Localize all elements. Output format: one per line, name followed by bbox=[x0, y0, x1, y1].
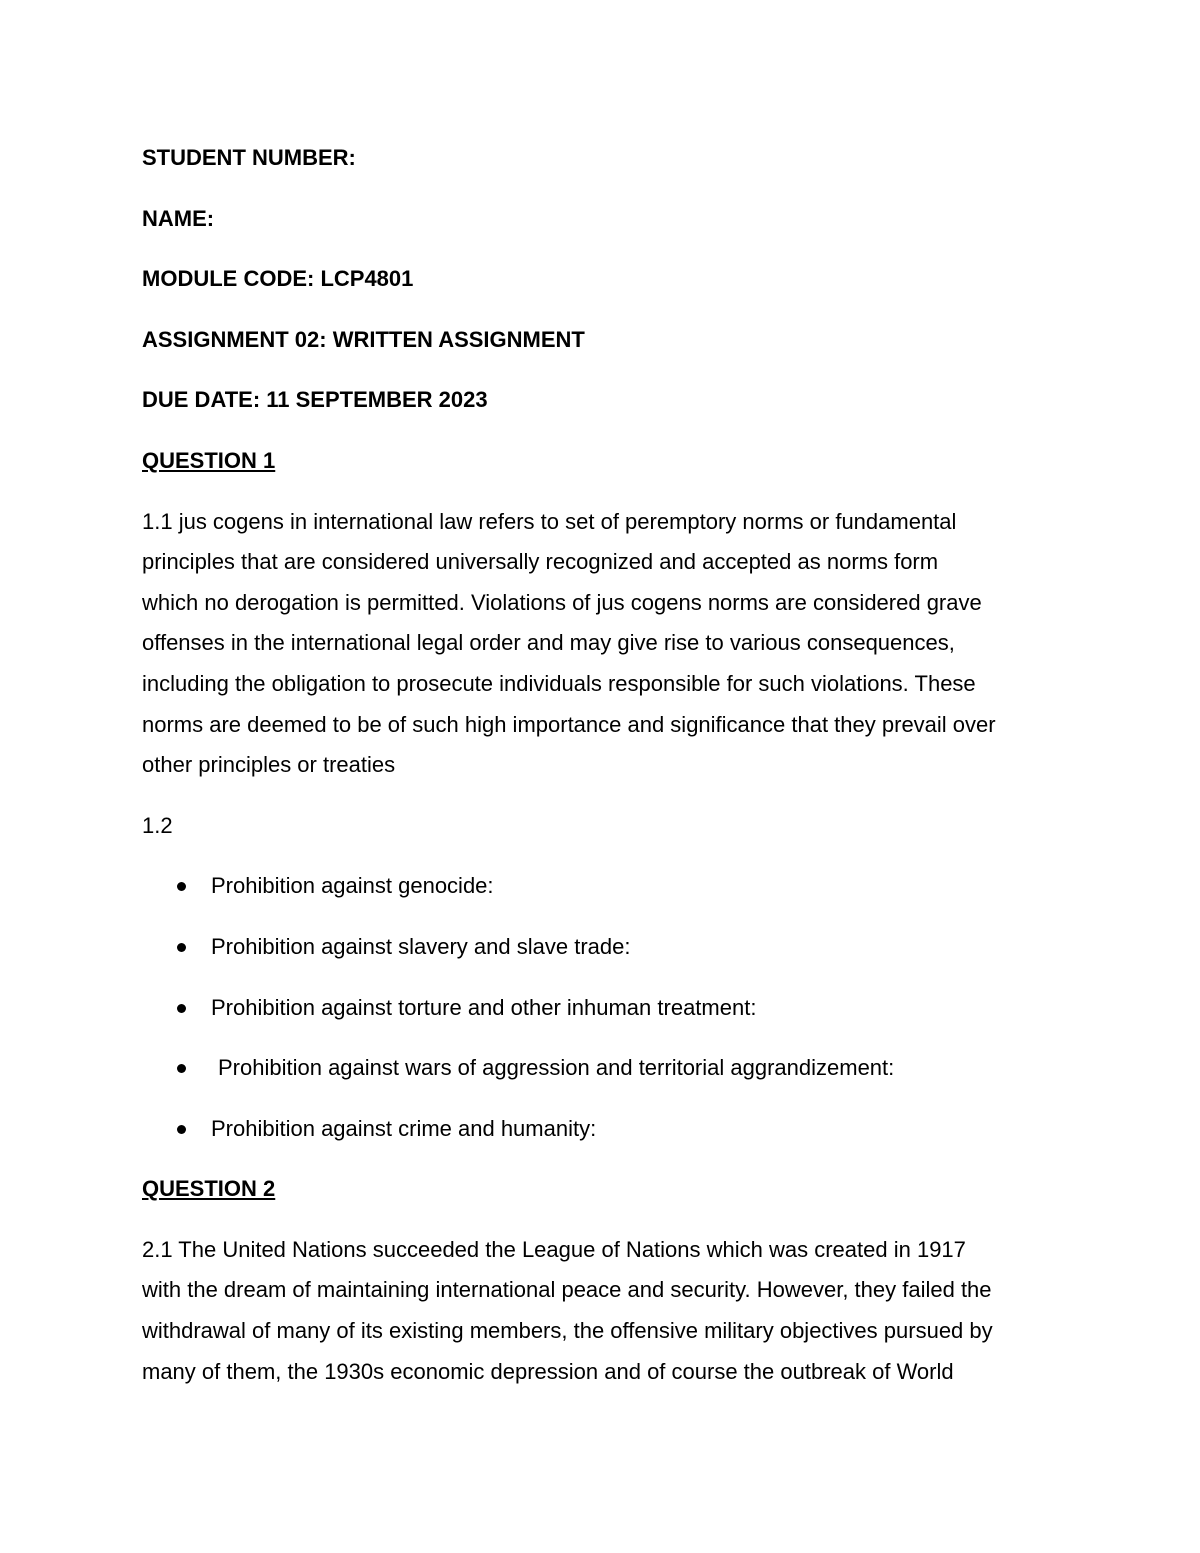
list-item bbox=[142, 988, 1067, 1029]
bullet-icon bbox=[177, 882, 186, 891]
module-code: MODULE CODE: LCP4801 bbox=[142, 266, 414, 292]
answer-1-1-line: other principles or treaties bbox=[142, 752, 396, 778]
answer-1-1-line: principles that are considered universally recognized and accepted as norms form bbox=[142, 549, 939, 575]
answer-2-1 bbox=[142, 1230, 1067, 1392]
question-1-heading: QUESTION 1 bbox=[142, 447, 276, 473]
bullet-icon bbox=[177, 943, 186, 952]
list-item-text: Prohibition against genocide: bbox=[211, 873, 494, 899]
answer-2-1-line: 2.1 The United Nations succeeded the League of Nations which was created in 1917 bbox=[142, 1236, 966, 1262]
answer-2-1-line: many of them, the 1930s economic depression and of course the outbreak of World bbox=[142, 1358, 954, 1384]
document-body bbox=[142, 138, 1067, 1412]
list-item bbox=[142, 927, 1067, 968]
bullet-icon bbox=[177, 1125, 186, 1134]
list-item-text: Prohibition against slavery and slave trade: bbox=[211, 933, 631, 959]
answer-1-1-line: norms are deemed to be of such high importance and significance that they prevail over bbox=[142, 711, 996, 737]
list-item bbox=[142, 1109, 1067, 1150]
jus-cogens-examples-list bbox=[142, 866, 1067, 1149]
question-2-heading: QUESTION 2 bbox=[142, 1176, 276, 1202]
answer-2-1-line: withdrawal of many of its existing members, the offensive military objectives pursued by bbox=[142, 1318, 993, 1344]
list-item-text: Prohibition against crime and humanity: bbox=[211, 1115, 597, 1141]
answer-1-1-line: offenses in the international legal order and may give rise to various consequences, bbox=[142, 630, 955, 656]
due-date: DUE DATE: 11 SEPTEMBER 2023 bbox=[142, 387, 488, 413]
list-item-text: Prohibition against torture and other inhuman treatment: bbox=[211, 994, 757, 1020]
list-item bbox=[142, 866, 1067, 907]
name-label: NAME: bbox=[142, 205, 215, 231]
bullet-icon bbox=[177, 1064, 186, 1073]
answer-1-1-line: including the obligation to prosecute individuals responsible for such violations. These bbox=[142, 670, 976, 696]
answer-1-1-line: which no derogation is permitted. Violations of jus cogens norms are considered grave bbox=[142, 589, 982, 615]
list-item-text: Prohibition against wars of aggression and territorial aggrandizement: bbox=[218, 1055, 895, 1081]
sub-question-1-2: 1.2 bbox=[142, 812, 173, 838]
bullet-icon bbox=[177, 1004, 186, 1013]
answer-1-1 bbox=[142, 502, 1067, 786]
student-number-label: STUDENT NUMBER: bbox=[142, 145, 356, 170]
assignment-title: ASSIGNMENT 02: WRITTEN ASSIGNMENT bbox=[142, 326, 585, 352]
list-item bbox=[142, 1048, 1067, 1089]
answer-1-1-line: 1.1 jus cogens in international law refers to set of peremptory norms or fundamental bbox=[142, 508, 957, 534]
answer-2-1-line: with the dream of maintaining international peace and security. However, they failed the bbox=[142, 1277, 992, 1303]
